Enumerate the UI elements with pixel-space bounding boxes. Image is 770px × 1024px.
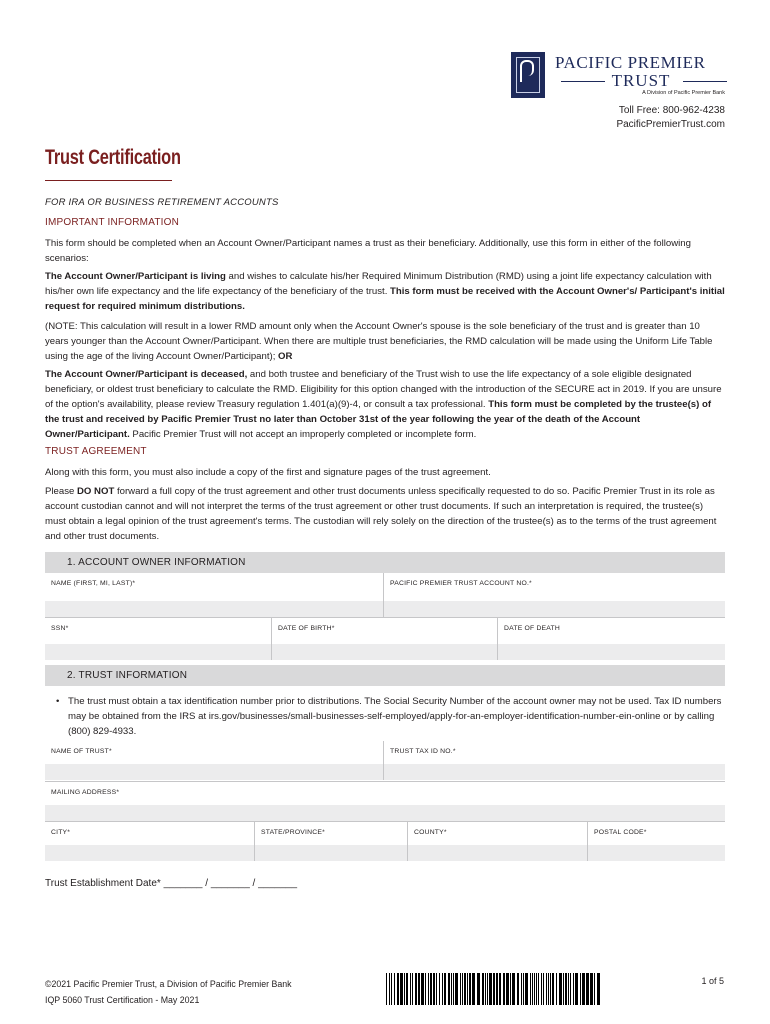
owner-name-field[interactable]: [45, 573, 384, 617]
title-underline: [45, 180, 172, 181]
trust-agreement-paragraph-2: Please DO NOT forward a full copy of the trust agreement and other trust documents unless specifically requested to do so. Pacific Premier Trust in its role as account custodian cannot and will not interpret the terms of the trust agreement or other trust documents. If such an interpretation is required, the trustee(s) must obtain a legal opinion of the trust agreement's terms. The custodian will rely solely on the direction of the trustee(s) as to the terms of the trust agreement and other trust documents.: [45, 486, 717, 542]
contact-info: [616, 104, 725, 132]
important-info-paragraph-2: The Account Owner/Participant is living and wishes to calculate his/her Required Minimum Distribution (RMD) using a joint life expectancy calculation with his/her own life expectancy and the life expectancy of the beneficiary of the trust. This form must be received with the Account Owner's/ Participant's initial request for required minimum distributions.: [45, 271, 725, 312]
date-of-death-field[interactable]: [498, 618, 725, 660]
trust-agreement-heading: TRUST AGREEMENT: [45, 446, 147, 457]
county-label: COUNTY*: [414, 829, 447, 836]
section-2-header: 2. TRUST INFORMATION: [45, 665, 725, 686]
page-title: Trust Certification: [45, 146, 181, 169]
toll-free-number: Toll Free: 800-962-4238: [618, 105, 725, 116]
barcode: [386, 973, 604, 1005]
company-logo: [511, 52, 729, 100]
trust-name-label: NAME OF TRUST*: [51, 748, 112, 755]
ssn-label: SSN*: [51, 625, 69, 632]
city-label: CITY*: [51, 829, 71, 836]
website-link[interactable]: PacificPremierTrust.com: [616, 119, 725, 130]
date-of-death-label: DATE OF DEATH: [504, 625, 560, 632]
account-number-label: PACIFIC PREMIER TRUST ACCOUNT NO.*: [390, 580, 532, 587]
important-info-note: (NOTE: This calculation will result in a lower RMD amount only when the Account Owner's spouse is the sole beneficiary of the trust and is greater than 10 years younger than the Account Owner/Participant. When there are multiple trust beneficiaries, the RMD calculation will be made using the Uniform Life Table using the age of the living Account Owner/Participant); OR: [45, 321, 713, 362]
copyright-text: ©2021 Pacific Premier Trust, a Division of Pacific Premier Bank: [45, 979, 292, 989]
state-province-label: STATE/PROVINCE*: [261, 829, 325, 836]
county-field[interactable]: [408, 822, 588, 861]
date-of-birth-label: DATE OF BIRTH*: [278, 625, 335, 632]
trust-tax-id-label: TRUST TAX ID NO.*: [390, 748, 456, 755]
ssn-field[interactable]: [45, 618, 272, 660]
section-1-header: 1. ACCOUNT OWNER INFORMATION: [45, 552, 725, 573]
owner-name-label: NAME (FIRST, MI, LAST)*: [51, 580, 136, 587]
trust-name-field[interactable]: [45, 741, 384, 780]
trust-agreement-paragraph-1: Along with this form, you must also include a copy of the first and signature pages of the trust agreement.: [45, 467, 491, 478]
postal-code-field[interactable]: [588, 822, 725, 861]
postal-code-label: POSTAL CODE*: [594, 829, 647, 836]
important-info-heading: IMPORTANT INFORMATION: [45, 217, 180, 228]
logo-emblem: [511, 52, 545, 98]
logo-name-line2: TRUST: [555, 71, 727, 91]
city-field[interactable]: [45, 822, 255, 861]
logo-subtitle: A Division of Pacific Premier Bank: [642, 90, 725, 96]
date-of-birth-field[interactable]: [272, 618, 498, 660]
form-subtitle: FOR IRA OR BUSINESS RETIREMENT ACCOUNTS: [45, 197, 279, 208]
tax-id-bullet: • The trust must obtain a tax identification number prior to distributions. The Social Security Number of the account owner may not be used. Tax ID numbers may be obtained from the IRS at irs.gov/businesses/small-businesses-self-employed/apply-for-an-employer-identification-number-ein-online or by calling (800) 829-4933.: [56, 696, 722, 737]
mailing-address-field[interactable]: [45, 782, 725, 821]
account-number-field[interactable]: [384, 573, 725, 617]
trust-tax-id-field[interactable]: [384, 741, 725, 780]
important-info-paragraph-1: This form should be completed when an Account Owner/Participant names a trust as their beneficiary. Additionally, use this form in either of the following scenarios:: [45, 238, 691, 264]
logo-name-line1: PACIFIC PREMIER: [555, 53, 706, 72]
footer-info: [45, 976, 292, 1008]
mailing-address-label: MAILING ADDRESS*: [51, 789, 120, 796]
important-info-paragraph-4: The Account Owner/Participant is deceased, and both trustee and beneficiary of the Trust wish to use the life expectancy of a sole eligible designated beneficiary, or oldest trust beneficiary to calculate the RMD. Eligibility for this option changed with the introduction of the SECURE act in 2019. If you are unsure of the option's availability, please review Treasury regulation 1.401(a)(9)-4, or consult a tax professional. This form must be completed by the trustee(s) of the trust and received by Pacific Premier Trust no later than October 31st of the year following the year of the death of the Account Owner/Participant. Pacific Premier Trust will not accept an improperly completed or incomplete form.: [45, 369, 722, 440]
trust-establishment-date-field[interactable]: Trust Establishment Date* _______ / _______ / _______: [45, 878, 298, 889]
trust-info-fields: [45, 741, 725, 861]
state-province-field[interactable]: [255, 822, 408, 861]
form-id-text: IQP 5060 Trust Certification - May 2021: [45, 995, 200, 1005]
page-number: 1 of 5: [701, 976, 724, 986]
account-owner-fields: [45, 573, 725, 660]
